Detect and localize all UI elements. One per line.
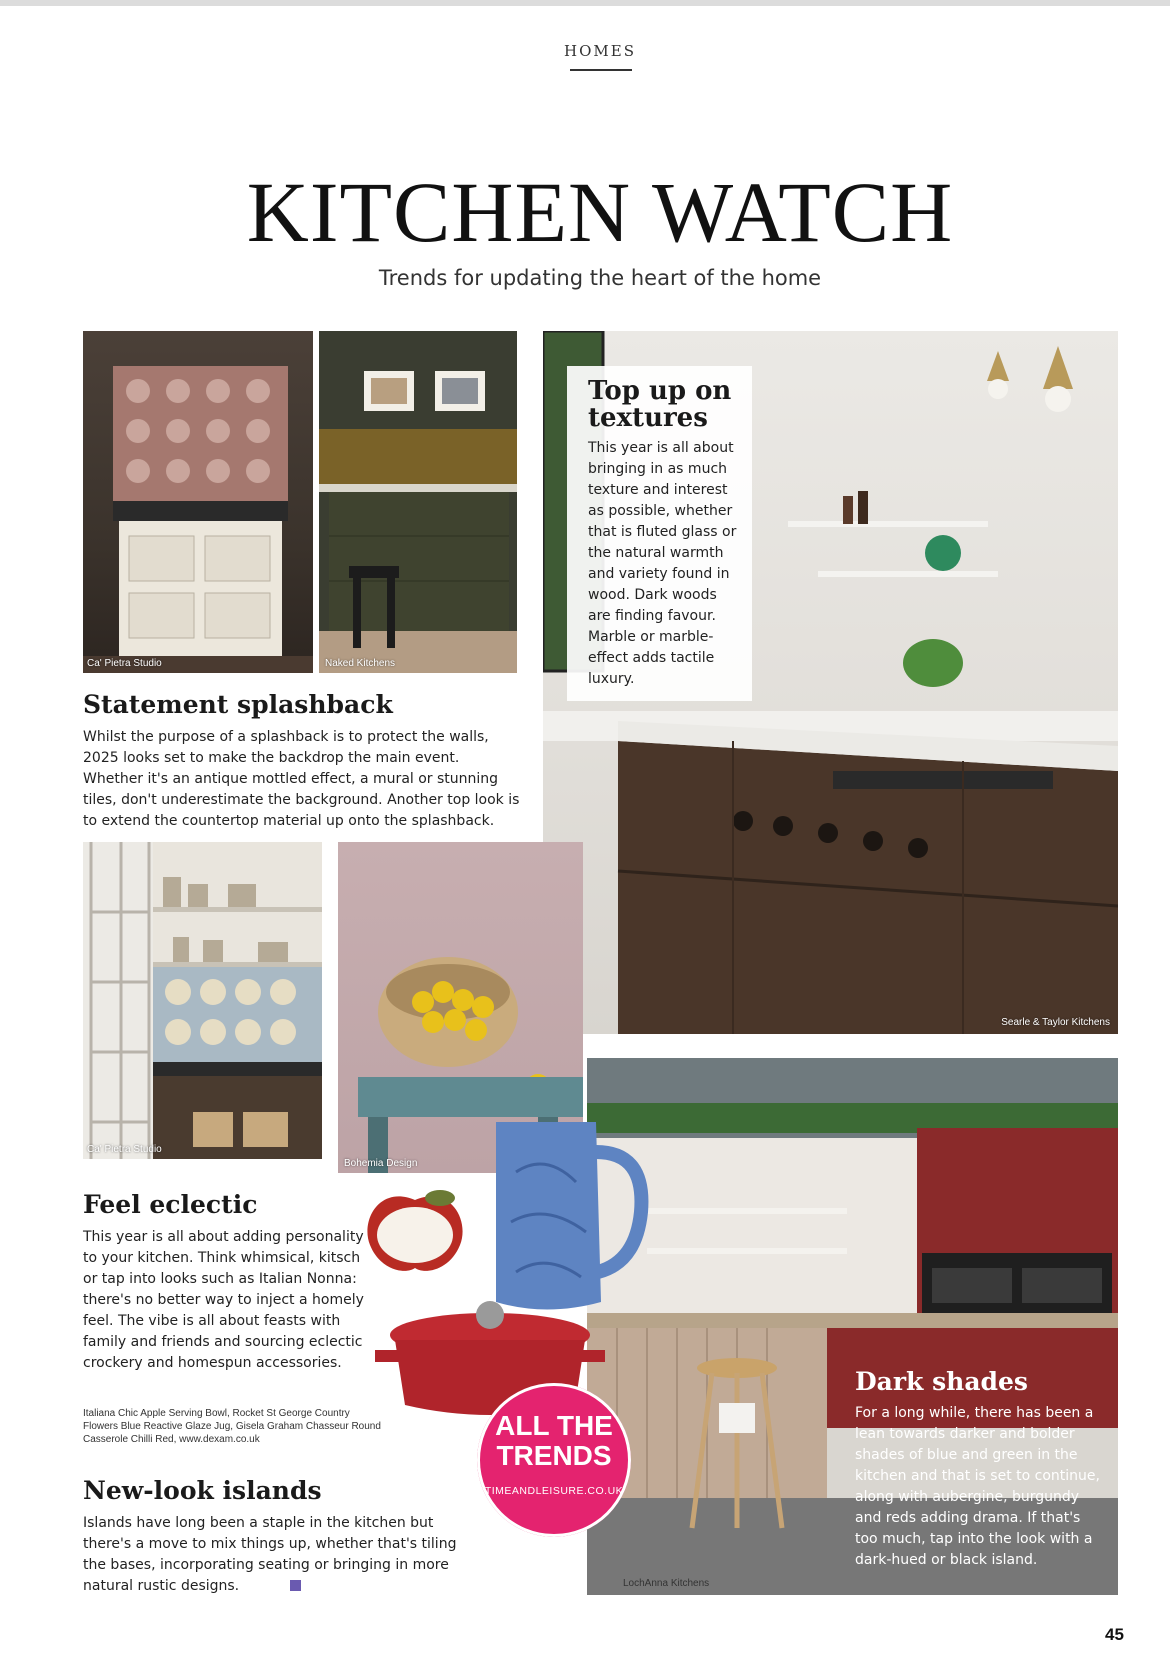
photo-credit: Searle & Taylor Kitchens bbox=[1001, 1017, 1110, 1028]
page-number: 45 bbox=[1105, 1625, 1124, 1644]
photo-pantry bbox=[83, 842, 322, 1159]
section-rule bbox=[570, 69, 632, 71]
page-subtitle: Trends for updating the heart of the home bbox=[378, 266, 822, 290]
photo-green-kitchen bbox=[319, 331, 517, 673]
badge-line1: ALL THE bbox=[495, 1410, 613, 1441]
apple-bowl-image bbox=[360, 1180, 470, 1280]
eclectic-product-credits: Italiana Chic Apple Serving Bowl, Rocket St George Country Flowers Blue Reactive Glaze Jug, Gisela Graham Chasseur Round Casserole Chilli Red, www.dexam.co.uk bbox=[83, 1408, 381, 1445]
splashback-body: Whilst the purpose of a splashback is to protect the walls, 2025 looks set to make the backdrop the main event. Whether it's an antique mottled effect, a mural or stunning tiles, don't underestimate the background. Another top look is to extend the countertop material up onto the splashback. bbox=[83, 729, 520, 829]
eclectic-heading: Feel eclectic bbox=[83, 1190, 258, 1219]
badge-line2: TRENDS bbox=[496, 1440, 612, 1471]
dark-shades-body: For a long while, there has been a lean towards darker and bolder shades of blue and green in the kitchen and that is set to continue, along with aubergine, burgundy and reds adding drama. If that's too much, tap into the look with a dark-hued or black island. bbox=[855, 1405, 1100, 1568]
photo-credit: Ca' Pietra Studio bbox=[87, 658, 162, 669]
splashback-heading: Statement splashback bbox=[83, 690, 393, 719]
eclectic-body: This year is all about adding personality to your kitchen. Think whimsical, kitsch or tap into looks such as Italian Nonna: there's no better way to inject a homely feel. The vibe is all about feasts with family and friends and sourcing eclectic crockery and homespun accessories. bbox=[83, 1229, 364, 1371]
islands-body: Islands have long been a staple in the kitchen but there's a move to mix things up, whether that's tiling the bases, incorporating seating or bringing in more natural rustic designs. bbox=[83, 1515, 457, 1594]
textures-body: This year is all about bringing in as much texture and interest as possible, whether that is fluted glass or the natural warmth and variety found in wood. Dark woods are finding favour. Marble or marble-effect adds tactile luxury. bbox=[588, 440, 737, 687]
all-the-trends-badge[interactable] bbox=[477, 1383, 631, 1537]
photo-credit: Ca' Pietra Studio bbox=[87, 1144, 162, 1155]
photo-credit: LochAnna Kitchens bbox=[623, 1578, 710, 1589]
page-title: KITCHEN WATCH bbox=[246, 164, 954, 260]
photo-credit: Bohemia Design bbox=[344, 1158, 418, 1169]
dark-shades-heading: Dark shades bbox=[855, 1367, 1028, 1396]
photo-range-cooker bbox=[83, 331, 313, 673]
islands-heading: New-look islands bbox=[83, 1476, 322, 1505]
textures-heading: Top up on textures bbox=[588, 376, 732, 434]
top-bar bbox=[0, 0, 1170, 6]
blue-jug-image bbox=[476, 1112, 656, 1318]
photo-credit: Naked Kitchens bbox=[325, 658, 396, 669]
badge-url[interactable]: TIMEANDLEISURE.CO.UK bbox=[484, 1485, 624, 1497]
end-square-icon bbox=[290, 1580, 301, 1591]
section-label: HOMES bbox=[564, 42, 636, 60]
